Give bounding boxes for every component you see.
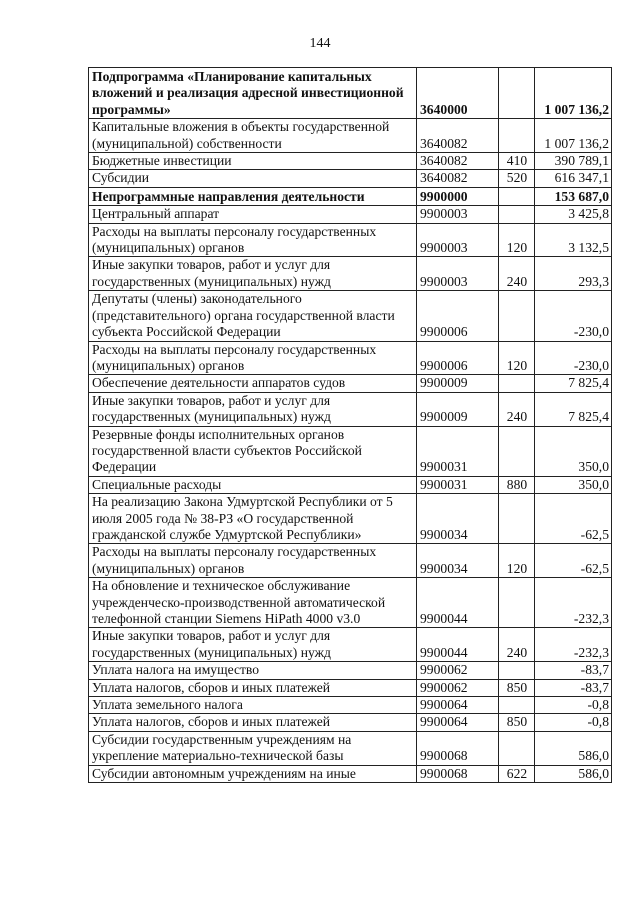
table-row <box>89 291 612 341</box>
row-type-cell <box>499 731 535 765</box>
table-row <box>89 341 612 375</box>
table-row <box>89 392 612 426</box>
table-row <box>89 206 612 223</box>
row-sum-cell: 3 425,8 <box>535 206 612 223</box>
table-row <box>89 765 612 782</box>
table-row <box>89 153 612 170</box>
row-sum-cell: 390 789,1 <box>535 153 612 170</box>
table-row <box>89 426 612 476</box>
row-name-cell: Иные закупки товаров, работ и услуг для государственных (муниципальных) нужд <box>89 257 417 291</box>
row-sum-cell: -83,7 <box>535 679 612 696</box>
table-row <box>89 578 612 628</box>
row-type-cell <box>499 697 535 714</box>
row-sum-cell: 153 687,0 <box>535 187 612 205</box>
row-code-cell: 3640000 <box>417 68 499 119</box>
row-sum-cell: -62,5 <box>535 494 612 544</box>
row-name-cell: На реализацию Закона Удмуртской Республики от 5 июля 2005 года № 38-РЗ «О государственной гражданской службе Удмуртской Республики» <box>89 494 417 544</box>
row-sum-cell: -230,0 <box>535 341 612 375</box>
row-name-cell: Уплата земельного налога <box>89 697 417 714</box>
row-code-cell: 9900062 <box>417 662 499 679</box>
row-name-cell: Резервные фонды исполнительных органов государственной власти субъектов Российской Федерации <box>89 426 417 476</box>
row-name-cell: Субсидии автономным учреждениям на иные <box>89 765 417 782</box>
table-row <box>89 476 612 493</box>
row-type-cell <box>499 206 535 223</box>
table-row <box>89 494 612 544</box>
row-code-cell: 9900064 <box>417 714 499 731</box>
row-type-cell <box>499 578 535 628</box>
table-row <box>89 187 612 205</box>
row-name-cell: Непрограммные направления деятельности <box>89 187 417 205</box>
row-code-cell: 9900009 <box>417 375 499 392</box>
table-row <box>89 662 612 679</box>
row-type-cell: 622 <box>499 765 535 782</box>
table-row <box>89 628 612 662</box>
row-sum-cell: 7 825,4 <box>535 375 612 392</box>
row-code-cell: 3640082 <box>417 170 499 187</box>
row-sum-cell: 586,0 <box>535 765 612 782</box>
row-type-cell: 850 <box>499 679 535 696</box>
row-sum-cell: 1 007 136,2 <box>535 68 612 119</box>
row-type-cell <box>499 375 535 392</box>
row-sum-cell: 7 825,4 <box>535 392 612 426</box>
row-sum-cell: 350,0 <box>535 476 612 493</box>
row-code-cell: 9900044 <box>417 628 499 662</box>
row-type-cell: 520 <box>499 170 535 187</box>
row-type-cell: 240 <box>499 257 535 291</box>
row-name-cell: Специальные расходы <box>89 476 417 493</box>
table-row <box>89 679 612 696</box>
table-row <box>89 375 612 392</box>
row-code-cell: 9900068 <box>417 731 499 765</box>
row-sum-cell: -232,3 <box>535 628 612 662</box>
row-type-cell: 850 <box>499 714 535 731</box>
row-type-cell: 880 <box>499 476 535 493</box>
row-sum-cell: -230,0 <box>535 291 612 341</box>
row-sum-cell: 586,0 <box>535 731 612 765</box>
row-type-cell <box>499 426 535 476</box>
row-sum-cell: -62,5 <box>535 544 612 578</box>
row-sum-cell: -83,7 <box>535 662 612 679</box>
table-row <box>89 714 612 731</box>
row-code-cell: 9900064 <box>417 697 499 714</box>
table-row <box>89 170 612 187</box>
budget-table-body <box>89 68 612 783</box>
row-type-cell <box>499 291 535 341</box>
row-name-cell: Капитальные вложения в объекты государственной (муниципальной) собственности <box>89 119 417 153</box>
row-code-cell: 9900006 <box>417 341 499 375</box>
row-name-cell: Уплата налогов, сборов и иных платежей <box>89 679 417 696</box>
table-row <box>89 257 612 291</box>
row-name-cell: Иные закупки товаров, работ и услуг для государственных (муниципальных) нужд <box>89 628 417 662</box>
row-type-cell <box>499 68 535 119</box>
row-type-cell: 240 <box>499 392 535 426</box>
row-code-cell: 9900003 <box>417 257 499 291</box>
row-type-cell: 120 <box>499 544 535 578</box>
row-code-cell: 9900031 <box>417 426 499 476</box>
row-type-cell: 410 <box>499 153 535 170</box>
table-row <box>89 731 612 765</box>
row-code-cell: 3640082 <box>417 153 499 170</box>
row-name-cell: Бюджетные инвестиции <box>89 153 417 170</box>
row-code-cell: 9900003 <box>417 223 499 257</box>
row-type-cell: 120 <box>499 341 535 375</box>
page-number: 144 <box>309 36 331 51</box>
row-code-cell: 3640082 <box>417 119 499 153</box>
row-name-cell: На обновление и техническое обслуживание учрежденческо-производственной автоматической телефонной станции Siemens HiPath 4000 v3.0 <box>89 578 417 628</box>
row-sum-cell: -0,8 <box>535 714 612 731</box>
row-name-cell: Субсидии <box>89 170 417 187</box>
row-type-cell <box>499 187 535 205</box>
row-sum-cell: 616 347,1 <box>535 170 612 187</box>
row-name-cell: Подпрограмма «Планирование капитальных вложений и реализация адресной инвестиционной программы» <box>89 68 417 119</box>
row-name-cell: Центральный аппарат <box>89 206 417 223</box>
row-code-cell: 9900044 <box>417 578 499 628</box>
row-type-cell <box>499 662 535 679</box>
table-row <box>89 223 612 257</box>
row-type-cell <box>499 494 535 544</box>
budget-table <box>88 67 612 783</box>
table-row <box>89 697 612 714</box>
row-type-cell: 240 <box>499 628 535 662</box>
row-name-cell: Расходы на выплаты персоналу государственных (муниципальных) органов <box>89 223 417 257</box>
row-name-cell: Субсидии государственным учреждениям на укрепление материально-технической базы <box>89 731 417 765</box>
row-sum-cell: 1 007 136,2 <box>535 119 612 153</box>
row-sum-cell: 350,0 <box>535 426 612 476</box>
row-sum-cell: -232,3 <box>535 578 612 628</box>
row-code-cell: 9900009 <box>417 392 499 426</box>
row-sum-cell: -0,8 <box>535 697 612 714</box>
row-code-cell: 9900068 <box>417 765 499 782</box>
row-code-cell: 9900006 <box>417 291 499 341</box>
row-name-cell: Уплата налога на имущество <box>89 662 417 679</box>
row-code-cell: 9900034 <box>417 544 499 578</box>
row-name-cell: Обеспечение деятельности аппаратов судов <box>89 375 417 392</box>
row-code-cell: 9900034 <box>417 494 499 544</box>
table-row <box>89 119 612 153</box>
row-code-cell: 9900003 <box>417 206 499 223</box>
row-code-cell: 9900000 <box>417 187 499 205</box>
row-sum-cell: 3 132,5 <box>535 223 612 257</box>
table-row <box>89 544 612 578</box>
row-code-cell: 9900062 <box>417 679 499 696</box>
row-name-cell: Расходы на выплаты персоналу государственных (муниципальных) органов <box>89 544 417 578</box>
table-row <box>89 68 612 119</box>
row-name-cell: Расходы на выплаты персоналу государственных (муниципальных) органов <box>89 341 417 375</box>
row-name-cell: Иные закупки товаров, работ и услуг для государственных (муниципальных) нужд <box>89 392 417 426</box>
row-sum-cell: 293,3 <box>535 257 612 291</box>
row-code-cell: 9900031 <box>417 476 499 493</box>
row-type-cell: 120 <box>499 223 535 257</box>
row-type-cell <box>499 119 535 153</box>
row-name-cell: Уплата налогов, сборов и иных платежей <box>89 714 417 731</box>
row-name-cell: Депутаты (члены) законодательного (представительного) органа государственной власти субъекта Российской Федерации <box>89 291 417 341</box>
